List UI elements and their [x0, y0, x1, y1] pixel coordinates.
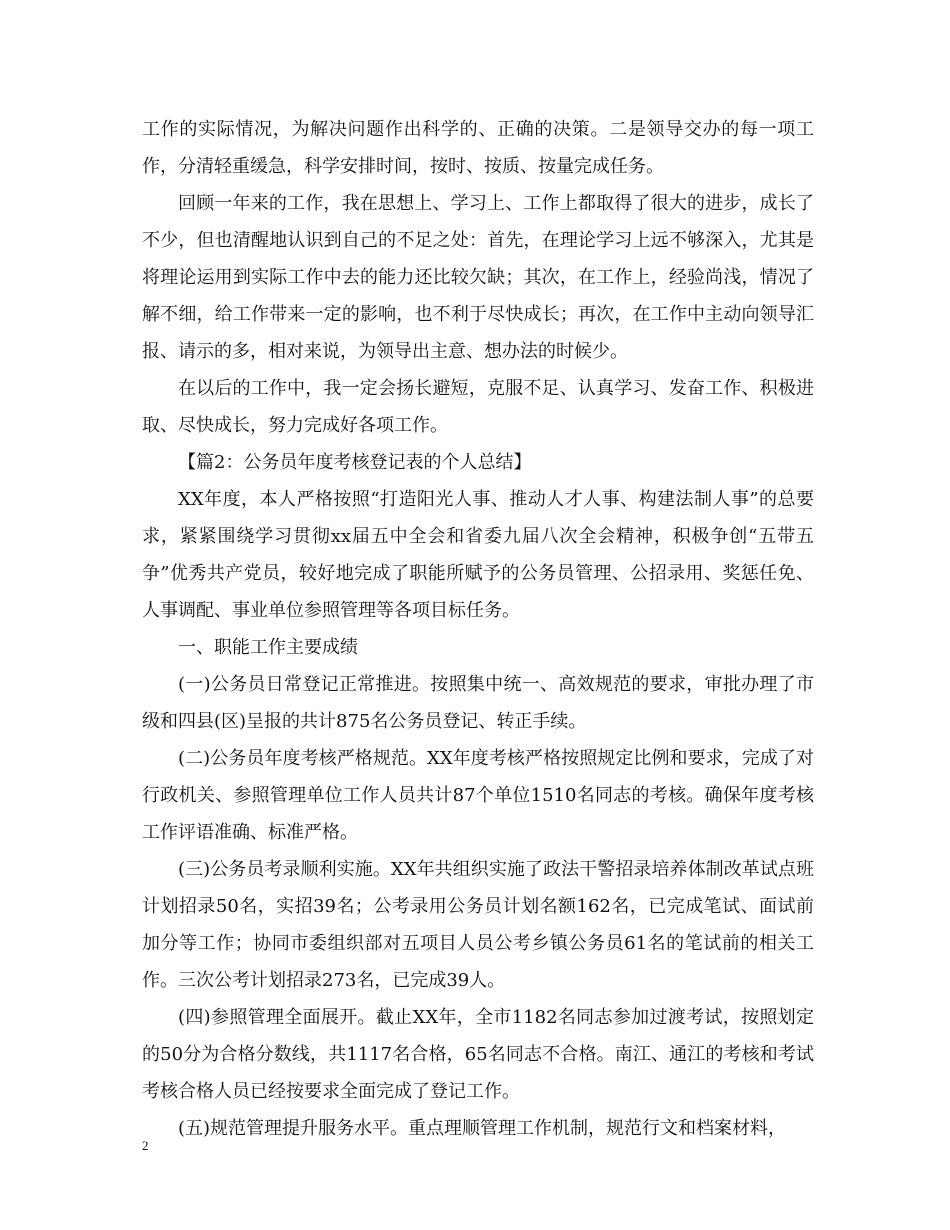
- paragraph-2: 回顾一年来的工作，我在思想上、学习上、工作上都取得了很大的进步，成长了不少，但也清醒地认识到自己的不足之处：首先，在理论学习上远不够深入，尤其是将理论运用到实际工作中去的能力还比较欠缺；其次，在工作上，经验尚浅，情况了解不细，给工作带来一定的影响，也不利于尽快成长；再次，在工作中主动向领导汇报、请示的多，相对来说，为领导出主意、想办法的时候少。: [142, 193, 814, 362]
- subheading: 一、职能工作主要成绩: [178, 637, 358, 658]
- section-heading: 【篇2：公务员年度考核登记表的个人总结】: [178, 452, 532, 473]
- paragraph-9: (五)规范管理提升服务水平。重点理顺管理工作机制，规范行文和档案材料，: [178, 1118, 787, 1139]
- paragraph-4: XX年度，本人严格按照“打造阳光人事、推动人才人事、构建法制人事”的总要求，紧紧围绕学习贯彻xx届五中全会和省委九届八次全会精神，积极争创“五带五争”优秀共产党员，较好地完成了职能所赋予的公务员管理、公招录用、奖惩任免、人事调配、事业单位参照管理等各项目标任务。: [142, 489, 814, 621]
- page-number: 2: [142, 1138, 149, 1153]
- paragraph-1: 工作的实际情况，为解决问题作出科学的、正确的决策。二是领导交办的每一项工作，分清轻重缓急，科学安排时间，按时、按质、按量完成任务。: [142, 119, 814, 177]
- paragraph-3: 在以后的工作中，我一定会扬长避短，克服不足、认真学习、发奋工作、积极进取、尽快成长，努力完成好各项工作。: [142, 378, 814, 436]
- paragraph-6: (二)公务员年度考核严格规范。XX年度考核严格按照规定比例和要求，完成了对行政机关、参照管理单位工作人员共计87个单位1510名同志的考核。确保年度考核工作评语准确、标准严格。: [142, 748, 814, 843]
- paragraph-8: (四)参照管理全面展开。截止XX年，全市1182名同志参加过渡考试，按照划定的50分为合格分数线，共1117名合格，65名同志不合格。南江、通江的考核和考试考核合格人员已经按要求全面完成了登记工作。: [142, 1007, 814, 1102]
- document-body: [142, 111, 814, 1147]
- paragraph-5: (一)公务员日常登记正常推进。按照集中统一、高效规范的要求，审批办理了市级和四县(区)呈报的共计875名公务员登记、转正手续。: [142, 674, 814, 732]
- paragraph-7: (三)公务员考录顺利实施。XX年共组织实施了政法干警招录培养体制改革试点班计划招录50名，实招39名；公考录用公务员计划名额162名，已完成笔试、面试前加分等工作；协同市委组织部对五项目人员公考乡镇公务员61名的笔试前的相关工作。三次公考计划招录273名，已完成39人。: [142, 859, 814, 991]
